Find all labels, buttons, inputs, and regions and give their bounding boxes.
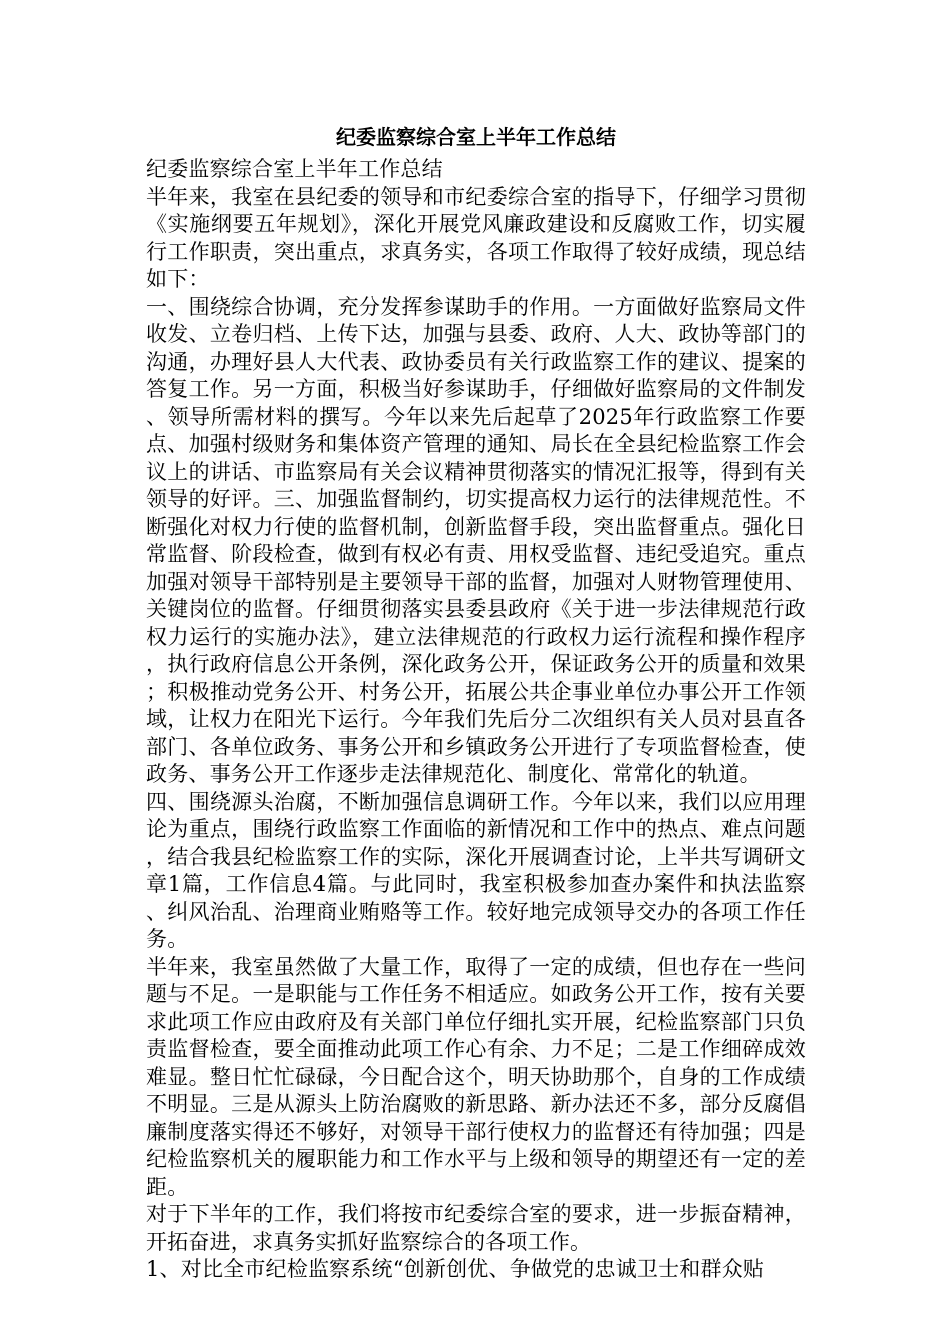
paragraph-section-four: 四、围绕源头治腐，不断加强信息调研工作。今年以来，我们以应用理论为重点，围绕行政监察工作面临的新情况和工作中的热点、难点问题，结合我县纪检监察工作的实际，深化开展调查讨论，上半共写调研文章1篇，工作信息4篇。与此同时，我室积极参加查办案件和执法监察、纠风治乱、治理商业贿赂等工作。较好地完成领导交办的各项工作任务。: [146, 789, 806, 951]
paragraph-problems: 半年来，我室虽然做了大量工作，取得了一定的成绩，但也存在一些问题与不足。一是职能与工作任务不相适应。如政务公开工作，按有关要求此项工作应由政府及有关部门单位仔细扎实开展，纪检监察部门只负责监督检查，要全面推动此项工作心有余、力不足；二是工作细碎成效难显。整日忙忙碌碌，今日配合这个，明天协助那个，自身的工作成绩不明显。三是从源头上防治腐败的新思路、新办法还不多，部分反腐倡廉制度落实得还不够好，对领导干部行使权力的监督还有待加强；四是纪检监察机关的履职能力和工作水平与上级和领导的期望还有一定的差距。: [146, 954, 806, 1199]
document-body: [146, 118, 806, 1284]
document-title: 纪委监察综合室上半年工作总结: [336, 125, 616, 149]
paragraph-next-half-plan: 对于下半年的工作，我们将按市纪委综合室的要求，进一步振奋精神，开拓奋进，求真务实抓好监察综合的各项工作。: [146, 1202, 806, 1254]
paragraph-intro: 半年来，我室在县纪委的领导和市纪委综合室的指导下，仔细学习贯彻《实施纲要五年规划》，深化开展党风廉政建设和反腐败工作，切实履行工作职责，突出重点，求真务实，各项工作取得了较好成绩，现总结如下：: [146, 184, 806, 291]
paragraph-section-one: 一、围绕综合协调，充分发挥参谋助手的作用。一方面做好监察局文件收发、立卷归档、上传下达，加强与县委、政府、人大、政协等部门的沟通，办理好县人大代表、政协委员有关行政监察工作的建议、提案的答复工作。另一方面，积极当好参谋助手，仔细做好监察局的文件制发、领导所需材料的撰写。今年以来先后起草了2025年行政监察工作要点、加强村级财务和集体资产管理的通知、局长在全县纪检监察工作会议上的讲话、市监察局有关会议精神贯彻落实的情况汇报等，得到有关领导的好评。三、加强监督制约，切实提高权力运行的法律规范性。不断强化对权力行使的监督机制，创新监督手段，突出监督重点。强化日常监督、阶段检查，做到有权必有责、用权受监督、违纪受追究。重点加强对领导干部特别是主要领导干部的监督，加强对人财物管理使用、关键岗位的监督。仔细贯彻落实县委县政府《关于进一步法律规范行政权力运行的实施办法》，建立法律规范的行政权力运行流程和操作程序，执行政府信息公开条例，深化政务公开，保证政务公开的质量和效果；积极推动党务公开、村务公开，拓展公共企事业单位办事公开工作领域，让权力在阳光下运行。今年我们先后分二次组织有关人员对县直各部门、各单位政务、事务公开和乡镇政务公开进行了专项监督检查，使政务、事务公开工作逐步走法律规范化、制度化、常常化的轨道。: [146, 294, 806, 786]
document-subtitle: 纪委监察综合室上半年工作总结: [146, 157, 443, 181]
paragraph-item-one: 1、对比全市纪检监察系统“创新创优、争做党的忠诚卫士和群众贴: [146, 1257, 765, 1281]
